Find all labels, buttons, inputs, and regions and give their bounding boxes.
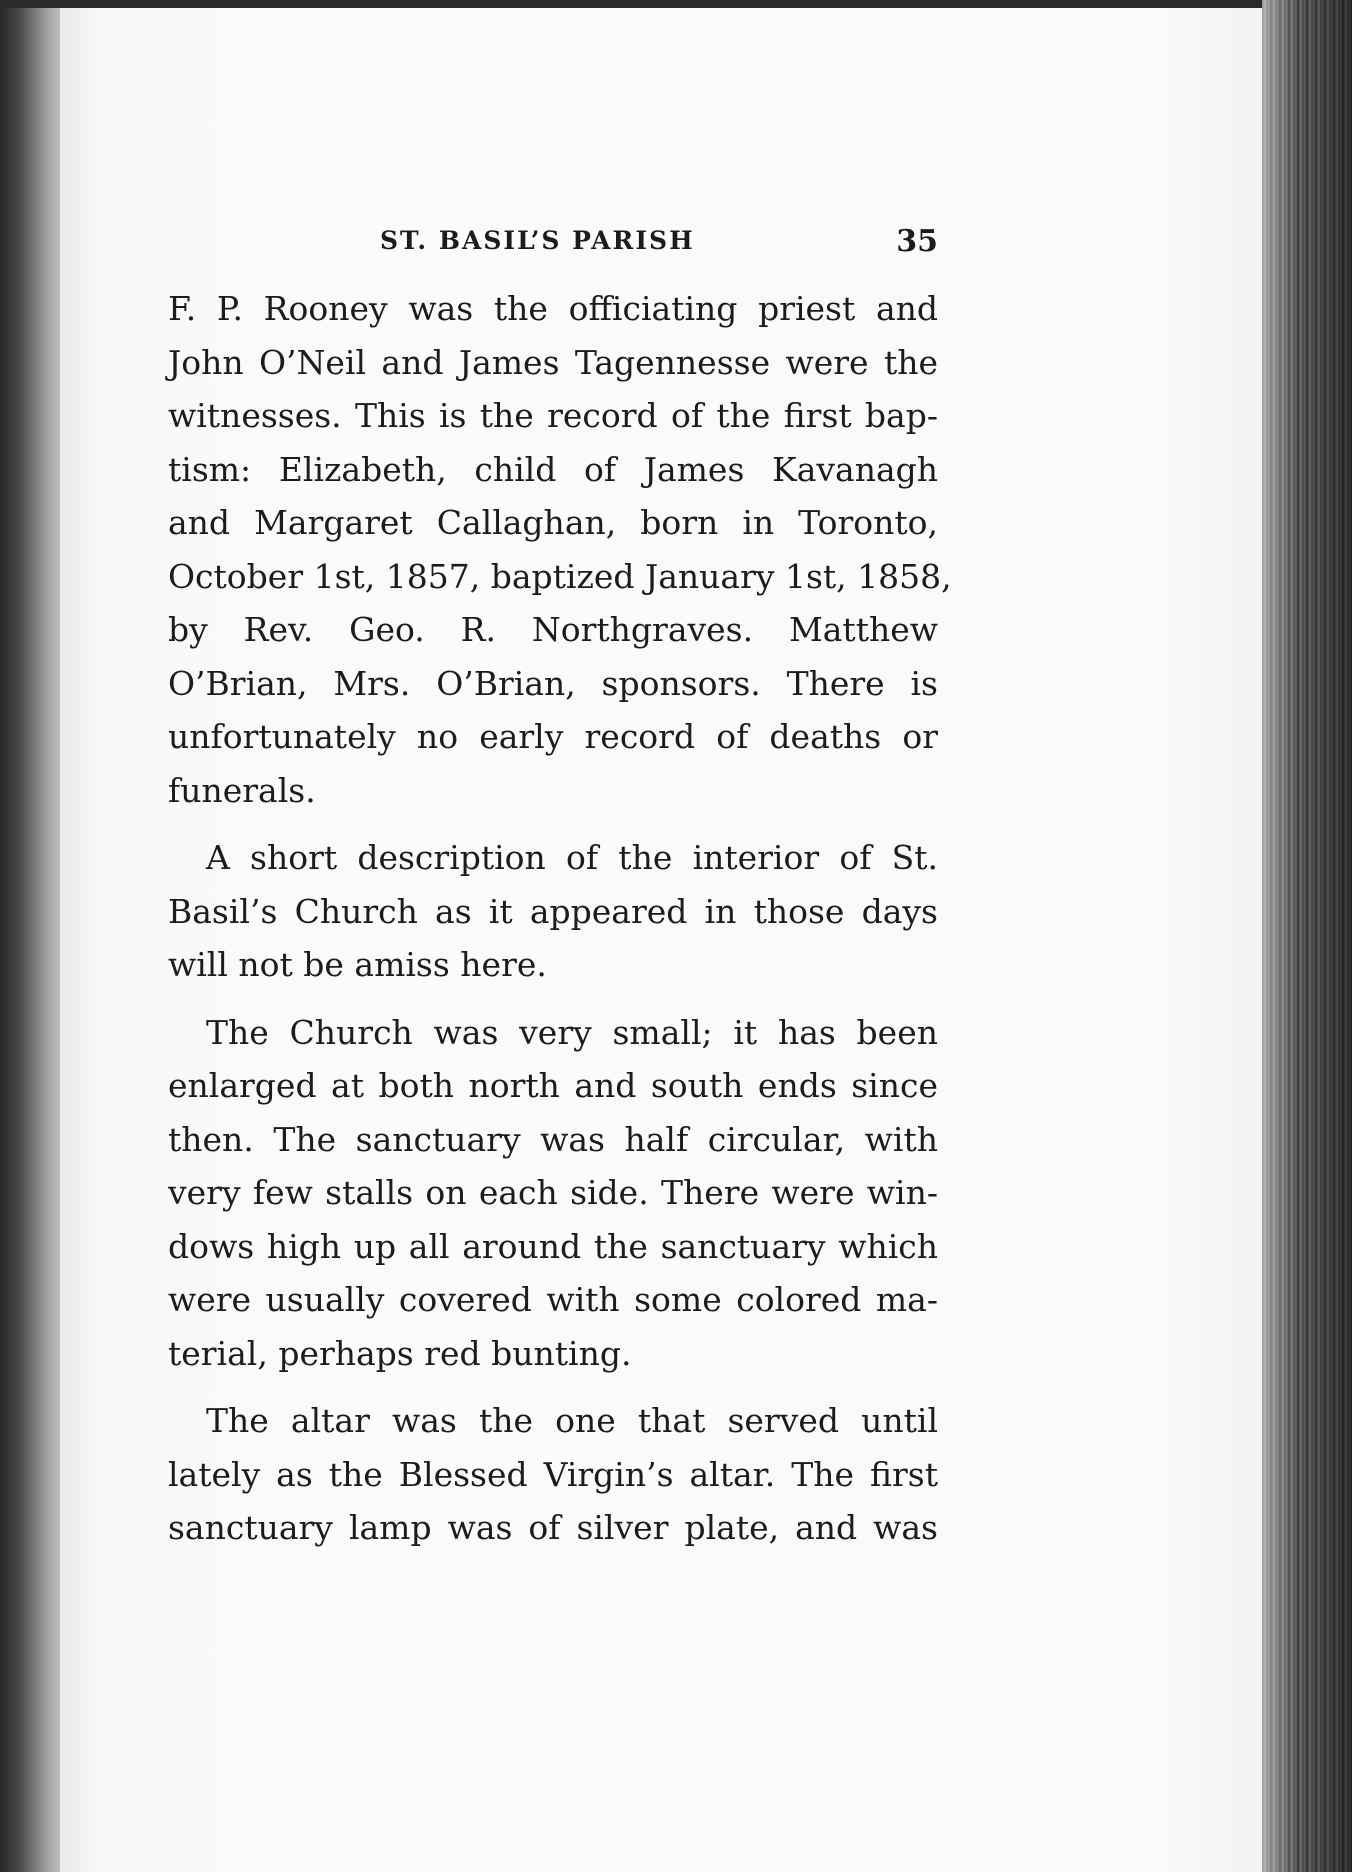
text-line: will not be amiss here. [168, 945, 547, 984]
text-line: very few stalls on each side. There were win- [168, 1173, 938, 1212]
page-edge-stack [1262, 0, 1352, 1872]
text-line: Basil’s Church as it appeared in those days [168, 891, 938, 931]
text-line: O’Brian, Mrs. O’Brian, sponsors. There is [168, 663, 938, 703]
paragraph [168, 831, 938, 992]
page-number: 35 [896, 224, 938, 259]
text-line: October 1st, 1857, baptized January 1st, 1858, [168, 556, 952, 596]
paragraph [168, 1006, 938, 1381]
text-line: The altar was the one that served until [206, 1401, 938, 1440]
text-line: dows high up all around the sanctuary which [168, 1226, 938, 1266]
text-line: unfortunately no early record of deaths or [168, 717, 938, 756]
running-title: ST. BASIL’S PARISH [380, 226, 695, 255]
text-line: John O’Neil and James Tagennesse were the [168, 342, 938, 382]
text-line: The Church was very small; it has been [206, 1012, 938, 1052]
text-line: and Margaret Callaghan, born in Toronto, [168, 503, 938, 542]
text-line: terial, perhaps red bunting. [168, 1333, 632, 1373]
paragraph [168, 1394, 938, 1555]
text-line: were usually covered with some colored ma- [168, 1280, 938, 1319]
text-line: F. P. Rooney was the officiating priest and [168, 289, 938, 328]
text-line: enlarged at both north and south ends since [168, 1066, 938, 1105]
text-line: tism: Elizabeth, child of James Kavanagh [168, 449, 938, 489]
text-line: A short description of the interior of St. [206, 838, 938, 877]
text-line: lately as the Blessed Virgin’s altar. The first [168, 1454, 938, 1494]
text-line: then. The sanctuary was half circular, with [168, 1119, 938, 1159]
text-line: witnesses. This is the record of the first bap- [168, 396, 938, 435]
text-line: by Rev. Geo. R. Northgraves. Matthew [168, 610, 938, 649]
running-head [168, 220, 938, 260]
paragraph [168, 282, 952, 817]
text-line: sanctuary lamp was of silver plate, and was [168, 1508, 938, 1547]
top-scan-border [0, 0, 1352, 8]
text-line: funerals. [168, 770, 316, 810]
page-text [168, 220, 952, 1569]
